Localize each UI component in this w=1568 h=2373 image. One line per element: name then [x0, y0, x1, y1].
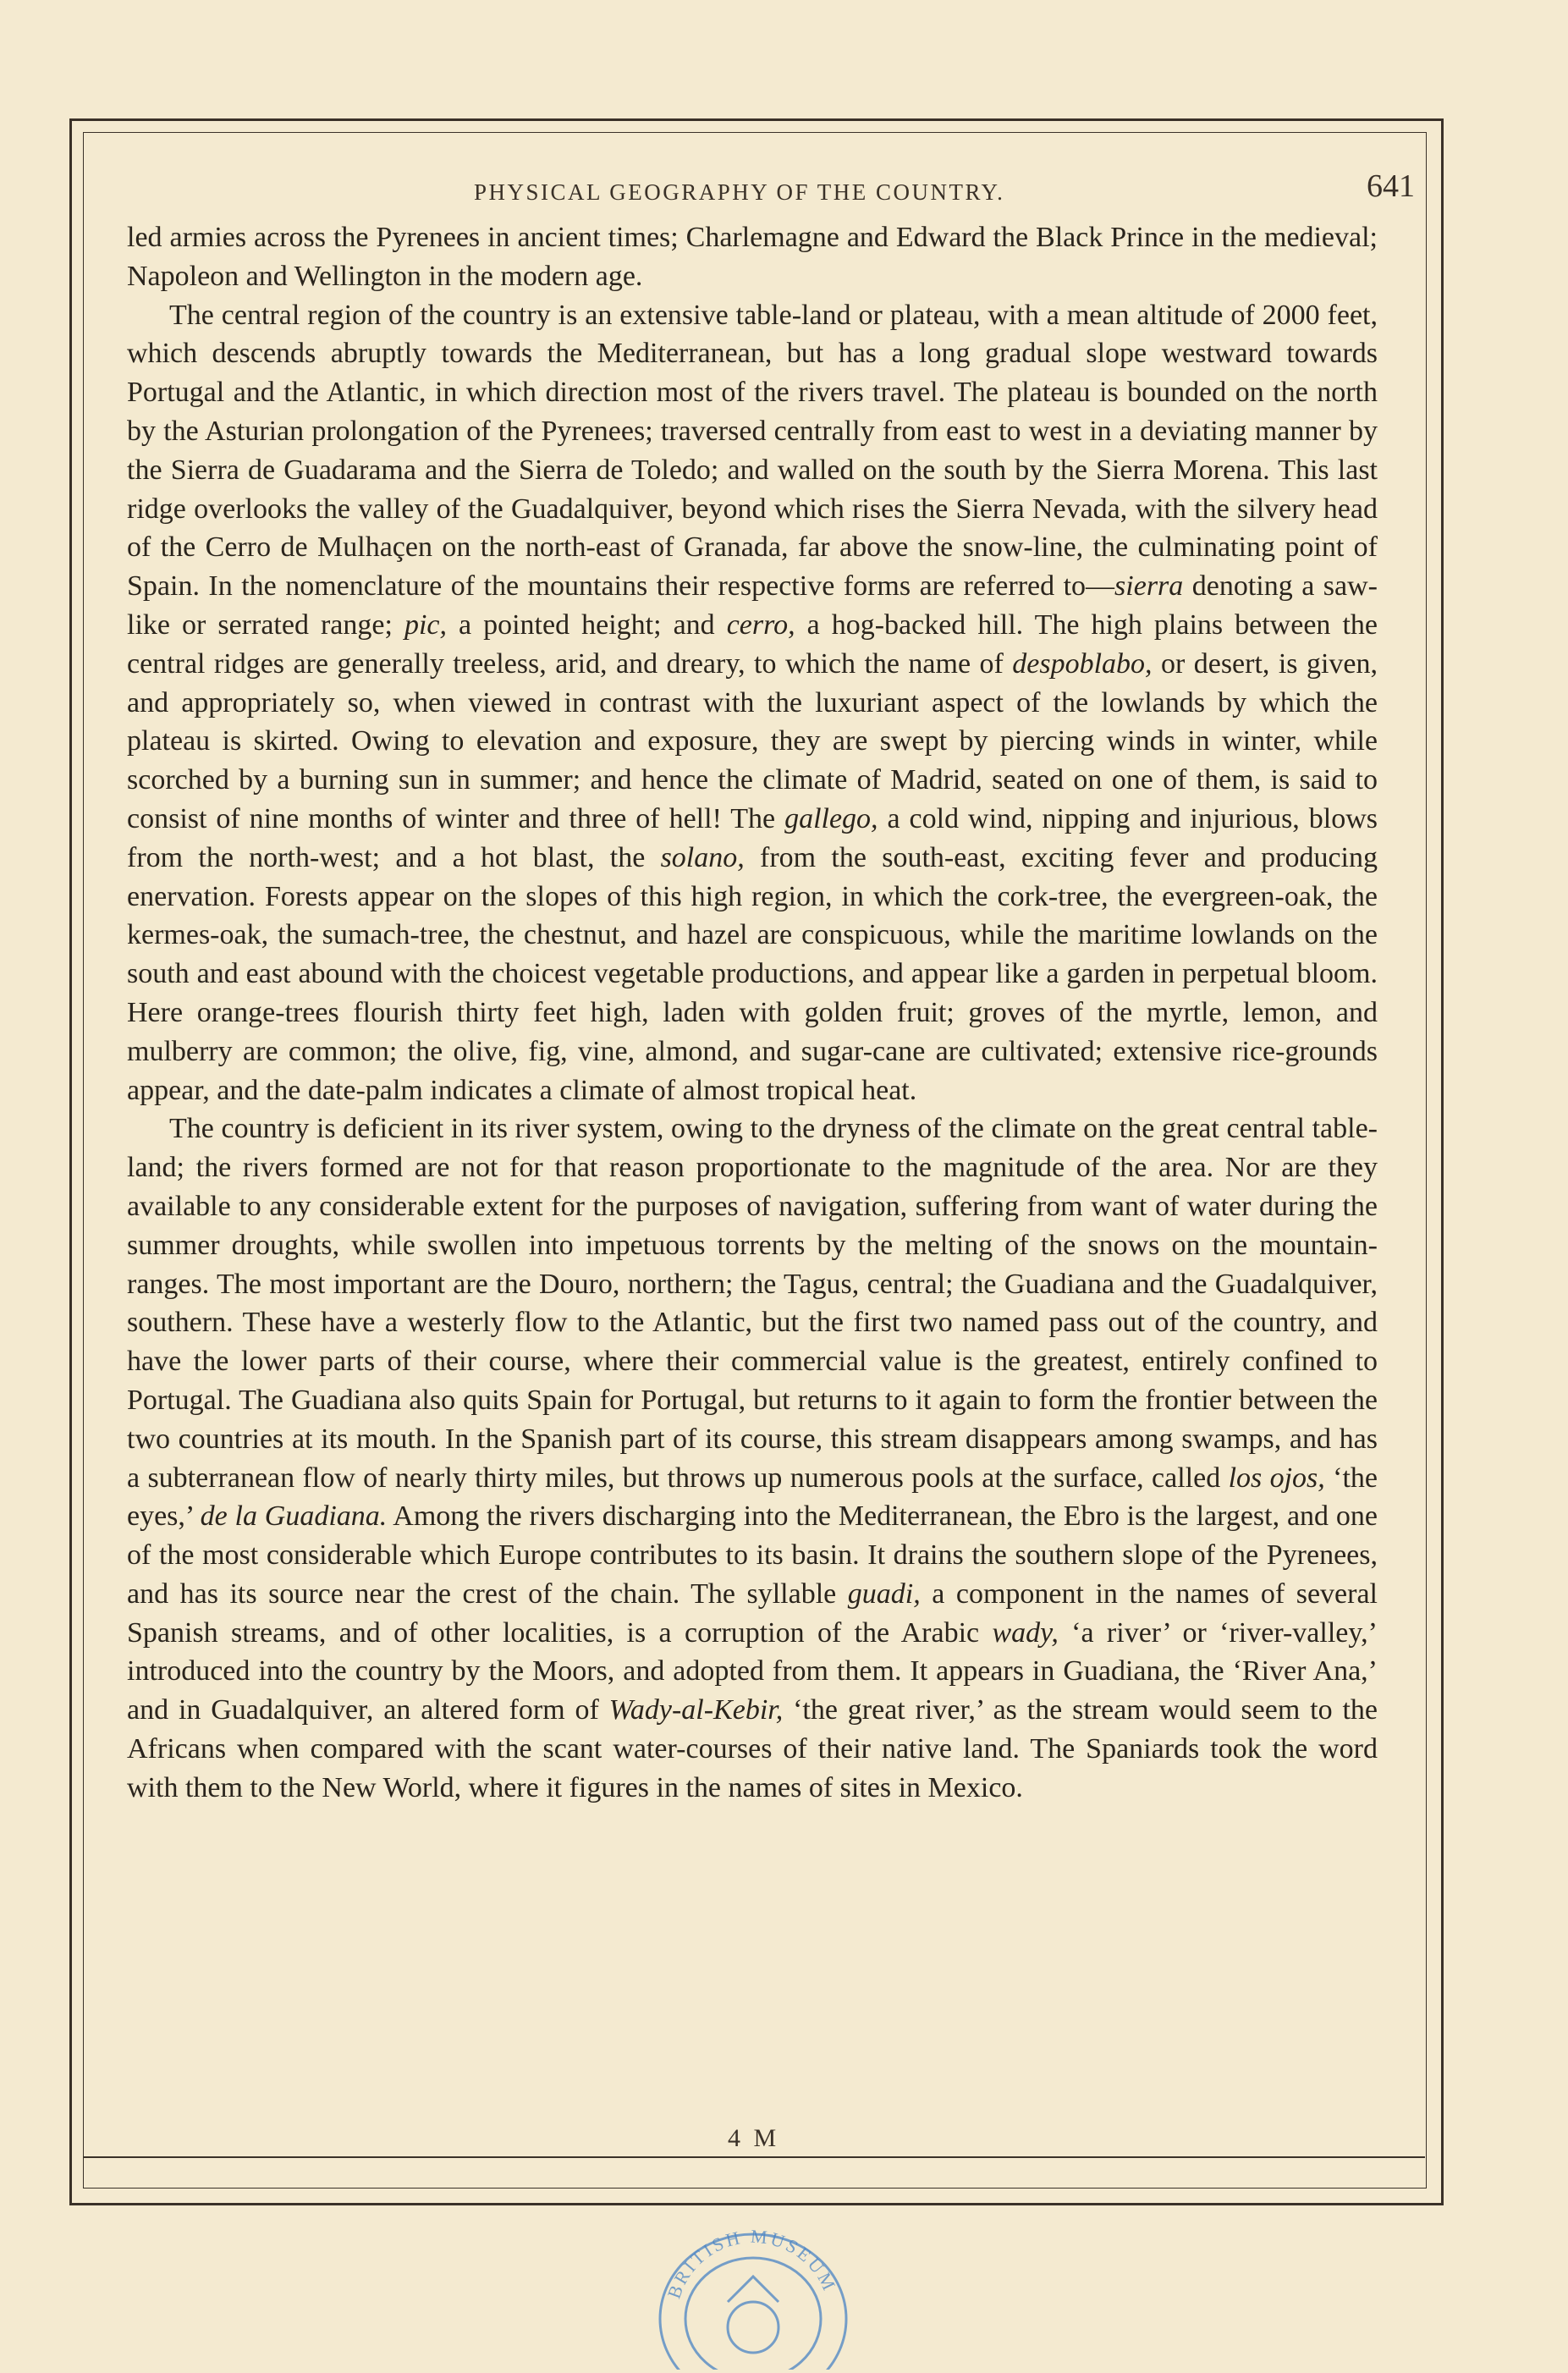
- svg-text:BRITISH MUSEUM: [663, 2225, 841, 2301]
- bottom-rule: [83, 2156, 1425, 2158]
- text-run: a hog-backed hill. The high plains between the central ridges are generally treeless, arid, and dreary, to which the name of: [127, 608, 1378, 680]
- text-run: ‘the great river,’ as the stream would seem to the Africans when compared with the scant water-courses of their native land. The Spaniards took the word with them to the New World, where it figures in the names of sites in Mexico.: [127, 1694, 1378, 1803]
- italic-term: pic,: [404, 608, 447, 641]
- italic-term: guadi,: [847, 1577, 921, 1610]
- text-run: Among the rivers discharging into the Mediterranean, the Ebro is the largest, and one of the most considerable which Europe contributes to its basin. It drains the southern slope of the Pyrenees, and has its source near the crest of the chain. The syllable: [127, 1500, 1378, 1610]
- text-run: from the south-east, exciting fever and producing enervation. Forests appear on the slopes of this high region, in which the cork-tree, the evergreen-oak, the kermes-oak, the sumach-tree, the chestnut, and hazel are conspicuous, while the maritime lowlands on the south and east abound with the choicest vegetable productions, and appear like a garden in perpetual bloom. Here orange-trees flourish thirty feet high, laden with golden fruit; groves of the myrtle, lemon, and mulberry are common; the olive, fig, vine, almond, and sugar-cane are cultivated; extensive rice-grounds appear, and the date-palm indicates a climate of almost tropical heat.: [127, 841, 1378, 1106]
- text-run: denoting a saw-like or serrated range;: [127, 570, 1378, 641]
- body-text: [127, 218, 1378, 1808]
- text-run: a cold wind, nipping and injurious, blows from the north-west; and a hot blast, the: [127, 802, 1378, 873]
- text-run: led armies across the Pyrenees in ancient times; Charlemagne and Edward the Black Prince in the medieval; Napoleon and Wellington in the modern age.: [127, 222, 1378, 292]
- text-run: ‘the eyes,’: [127, 1462, 1378, 1533]
- stamp-text: BRITISH MUSEUM: [663, 2225, 841, 2302]
- italic-term: sierra: [1114, 570, 1184, 603]
- text-run: ‘a river’ or ‘river-valley,’ introduced into the country by the Moors, and adopted from them. It appears in Guadiana, the ‘River Ana,’ and in Guadalquiver, an altered form of: [127, 1616, 1378, 1726]
- italic-term: de la Guadiana.: [200, 1500, 388, 1533]
- italic-term: gallego,: [784, 802, 878, 834]
- page-number: 641: [1367, 168, 1415, 204]
- paragraph: [127, 218, 1378, 296]
- text-run: a pointed height; and: [446, 608, 727, 641]
- italic-term: solano,: [660, 841, 745, 873]
- library-stamp: [643, 2217, 863, 2370]
- text-run: The country is deficient in its river system, owing to the dryness of the climate on the great central table-land; the rivers formed are not for that reason proportionate to the magnitude of the area. Nor are they available to any considerable extent for the purposes of navigation, suffering from want of water during the summer droughts, while swollen into impetuous torrents by the melting of the snows on the mountain-ranges. The most important are the Douro, northern; the Tagus, central; the Guadiana and the Guadalquiver, southern. These have a westerly flow to the Atlantic, but the first two named pass out of the country, and have the lower parts of their course, where their commercial value is the greatest, entirely confined to Portugal. The Guadiana also quits Spain for Portugal, but returns to it again to form the frontier between the two countries at its mouth. In the Spanish part of its course, this stream disappears among swamps, and has a subterranean flow of nearly thirty miles, but throws up numerous pools at the surface, called: [127, 1113, 1378, 1494]
- italic-term: cerro,: [726, 608, 795, 641]
- italic-term: los ojos,: [1228, 1462, 1325, 1494]
- paragraph: [127, 296, 1378, 1110]
- italic-term: wady,: [992, 1616, 1059, 1649]
- running-head: PHYSICAL GEOGRAPHY OF THE COUNTRY.: [474, 179, 1005, 205]
- text-run: or desert, is given, and appropriately so, when viewed in contrast with the luxuriant aspect of the lowlands by which the plateau is skirted. Owing to elevation and exposure, they are swept by piercing winds in winter, while scorched by a burning sun in summer; and hence the climate of Madrid, seated on one of them, is said to consist of nine months of winter and three of hell! The: [127, 647, 1378, 834]
- italic-term: Wady-al-Kebir,: [608, 1694, 784, 1726]
- text-run: The central region of the country is an extensive table-land or plateau, with a mean altitude of 2000 feet, which descends abruptly towards the Mediterranean, but has a long gradual slope westward towards Portugal and the Atlantic, in which direction most of the rivers travel. The plateau is bounded on the north by the Asturian prolongation of the Pyrenees; traversed centrally from east to west in a deviating manner by the Sierra de Guadarama and the Sierra de Toledo; and walled on the south by the Sierra Morena. This last ridge overlooks the valley of the Guadalquiver, beyond which rises the Sierra Nevada, with the silvery head of the Cerro de Mulhaçen on the north-east of Granada, far above the snow-line, the culminating point of Spain. In the nomenclature of the mountains their respective forms are referred to—: [127, 299, 1378, 603]
- paragraph: [127, 1109, 1378, 1807]
- text-run: a component in the names of several Spanish streams, and of other localities, is a corruption of the Arabic: [127, 1577, 1378, 1649]
- signature-mark: 4 M: [728, 2124, 780, 2152]
- italic-term: despoblabo,: [1012, 647, 1153, 680]
